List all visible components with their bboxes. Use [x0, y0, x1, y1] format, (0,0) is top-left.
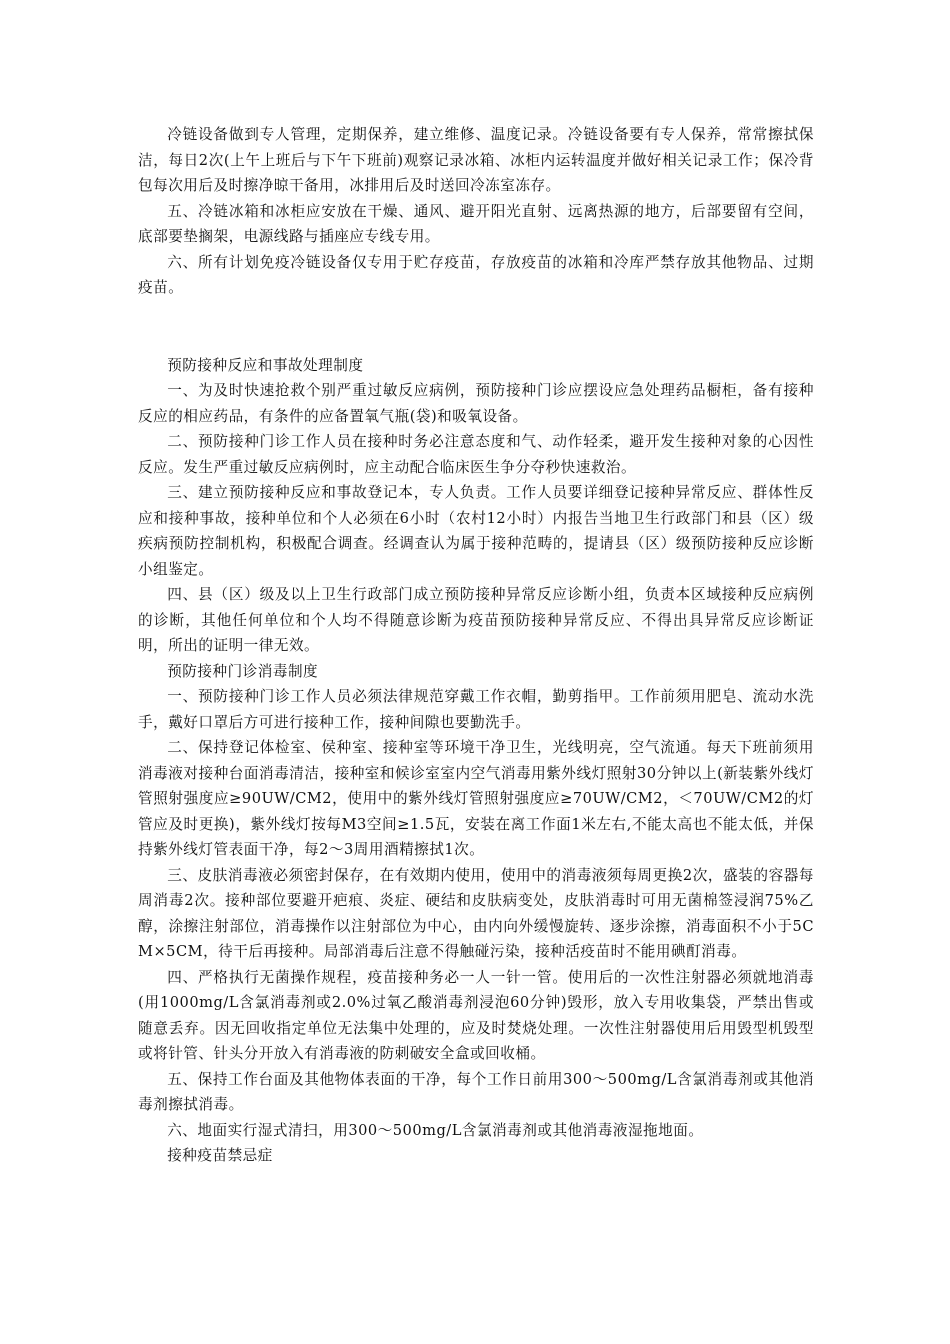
reaction-handling-item-2: 二、预防接种门诊工作人员在接种时务必注意态度和气、动作轻柔，避开发生接种对象的心因性反应。发生严重过敏反应病例时，应主动配合临床医生争分夺秒快速救治。: [138, 433, 814, 476]
disinfection-item-4: 四、严格执行无菌操作规程，疫苗接种务必一人一针一管。使用后的一次性注射器必须就地消毒(用1000mg/L含氯消毒剂或2.0%过氧乙酸消毒剂浸泡60分钟)毁形，放入专用收集袋，严禁出售或随意丢弃。因无回收指定单位无法集中处理的，应及时焚烧处理。一次性注射器使用后用毁型机毁型或将针管、针头分开放入有消毒液的防刺破安全盒或回收桶。: [138, 968, 814, 1062]
contraindications-title: 接种疫苗禁忌症: [167, 1147, 273, 1164]
cold-chain-dedicated-use-paragraph: 六、所有计划免疫冷链设备仅专用于贮存疫苗，存放疫苗的冰箱和冷库严禁存放其他物品、过期疫苗。: [138, 253, 814, 296]
reaction-handling-item-1: 一、为及时快速抢救个别严重过敏反应病例，预防接种门诊应摆设应急处理药品橱柜，备有接种反应的相应药品，有条件的应备置氧气瓶(袋)和吸氧设备。: [138, 382, 814, 425]
disinfection-item-5: 五、保持工作台面及其他物体表面的干净，每个工作日前用300～500mg/L含氯消毒剂或其他消毒剂擦拭消毒。: [138, 1070, 814, 1113]
cold-chain-placement-paragraph: 五、冷链冰箱和冰柜应安放在干燥、通风、避开阳光直射、远离热源的地方，后部要留有空间，底部要垫搁架，电源线路与插座应专线专用。: [138, 202, 814, 245]
section-spacer: [138, 301, 814, 353]
disinfection-item-2: 二、保持登记体检室、侯种室、接种室等环境干净卫生，光线明亮，空气流通。每天下班前须用消毒液对接种台面消毒清洁，接种室和候诊室室内空气消毒用紫外线灯照射30分钟以上(新装紫外线灯管照射强度应≥90UW/CM2，使用中的紫外线灯管照射强度应≥70UW/CM2，＜70UW/CM2的灯管应及时更换)，紫外线灯按每M3空间≥1.5瓦，安装在离工作面1米左右,不能太高也不能太低，并保持紫外线灯管表面干净，每2～3周用酒精擦拭1次。: [138, 739, 814, 858]
disinfection-item-3: 三、皮肤消毒液必须密封保存，在有效期内使用，使用中的消毒液须每周更换2次，盛装的容器每周消毒2次。接种部位要避开疤痕、炎症、硬结和皮肤病变处，皮肤消毒时可用无菌棉签浸润75%乙醇，涂擦注射部位，消毒操作以注射部位为中心，由内向外缓慢旋转、逐步涂擦，消毒面积不小于5CM×5CM，待干后再接种。局部消毒后注意不得触碰污染，接种活疫苗时不能用碘酊消毒。: [138, 866, 814, 960]
disinfection-title: 预防接种门诊消毒制度: [167, 662, 319, 680]
disinfection-item-1: 一、预防接种门诊工作人员必须法律规范穿戴工作衣帽，勤剪指甲。工作前须用肥皂、流动水洗手，戴好口罩后方可进行接种工作，接种间隙也要勤洗手。: [138, 688, 814, 731]
reaction-handling-item-3: 三、建立预防接种反应和事故登记本，专人负责。工作人员要详细登记接种异常反应、群体性反应和接种事故，接种单位和个人必须在6小时（农村12小时）内报告当地卫生行政部门和县（区）级疾病预防控制机构，积极配合调查。经调查认为属于接种范畴的，提请县（区）级预防接种反应诊断小组鉴定。: [138, 484, 814, 578]
disinfection-item-6: 六、地面实行湿式清扫，用300～500mg/L含氯消毒剂或其他消毒液湿拖地面。: [167, 1121, 704, 1139]
document-body: [138, 122, 814, 1169]
reaction-handling-item-4: 四、县（区）级及以上卫生行政部门成立预防接种异常反应诊断小组，负责本区域接种反应病例的诊断，其他任何单位和个人均不得随意诊断为疫苗预防接种异常反应、不得出具异常反应诊断证明，所出的证明一律无效。: [138, 586, 814, 654]
cold-chain-maintenance-paragraph: 冷链设备做到专人管理，定期保养，建立维修、温度记录。冷链设备要有专人保养，常常擦拭保洁，每日2次(上午上班后与下午下班前)观察记录冰箱、冰柜内运转温度并做好相关记录工作；保冷背包每次用后及时擦净晾干备用，冰排用后及时送回冷冻室冻存。: [138, 126, 814, 194]
reaction-handling-title: 预防接种反应和事故处理制度: [167, 356, 364, 374]
